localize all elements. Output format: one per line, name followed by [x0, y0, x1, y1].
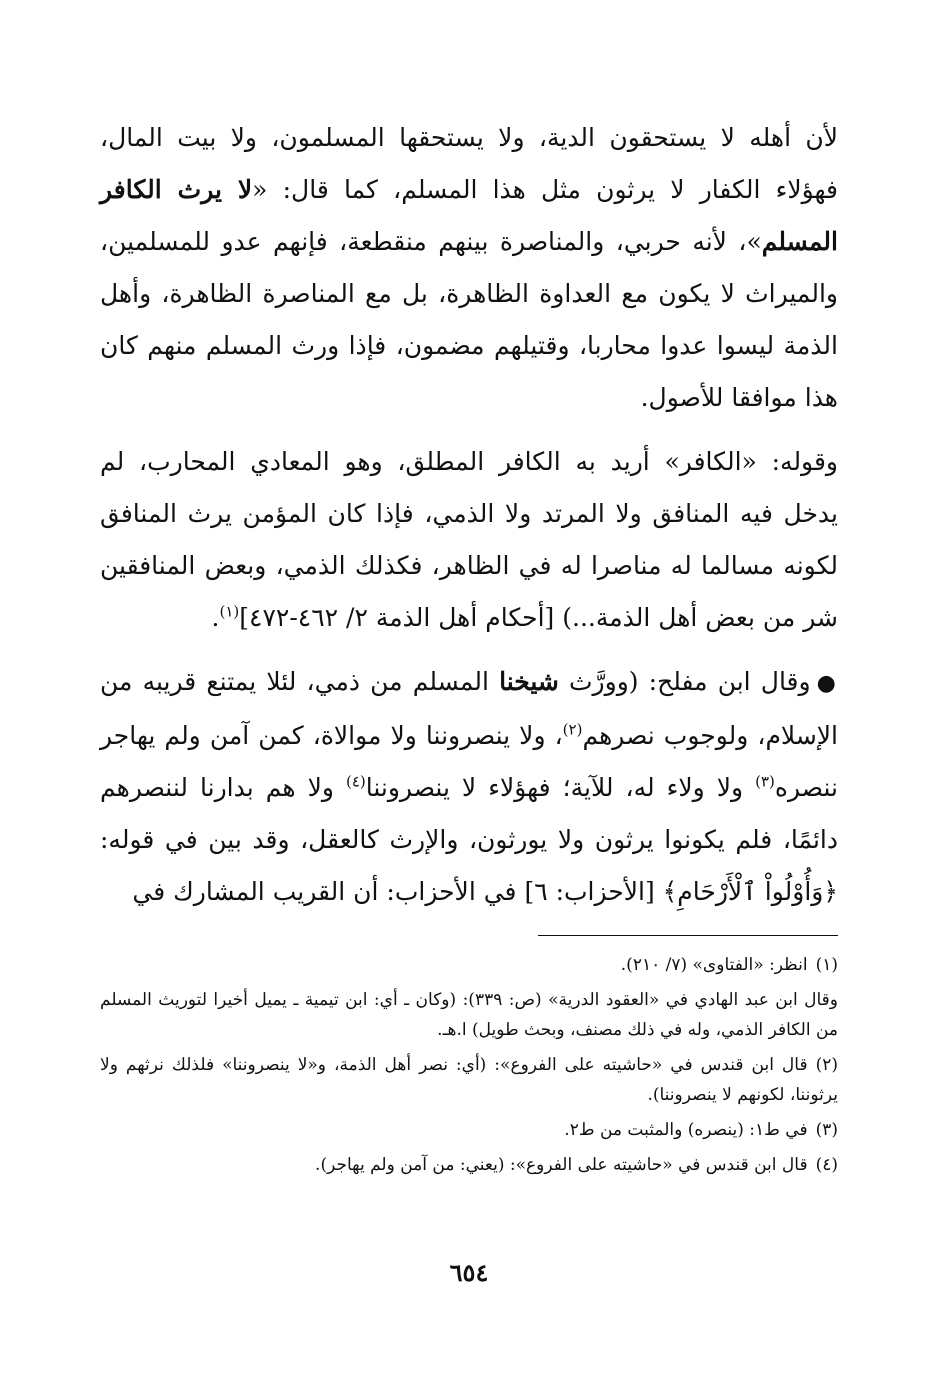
paragraph-3-text-a: وقال ابن مفلح: (وورَّث: [558, 667, 811, 696]
footnote-3: [100, 1115, 838, 1145]
paragraph-3: [100, 656, 838, 918]
footnote-4-number: (٤): [815, 1155, 838, 1175]
paragraph-3-text-c: ، ولا ينصروننا ولا موالاة، كمن آمن ولم يهاجر ننصره: [100, 721, 838, 802]
footnote-ref-4[interactable]: (٤): [345, 772, 366, 791]
page-number: ٦٥٤: [449, 1258, 489, 1287]
footnote-4: [100, 1150, 838, 1180]
footnote-1-number: (١): [815, 955, 838, 975]
bullet-icon: ●: [816, 671, 838, 696]
footnote-2: [100, 1050, 838, 1110]
paragraph-1-text-end: »، لأنه حربي، والمناصرة بينهم منقطعة، فإنهم عدو للمسلمين، والميراث لا يكون مع العداوة الظاهرة، بل مع المناصرة الظاهرة، وأهل الذمة ليسوا عدوا محاربا، وقتيلهم مضمون، فإذا ورث المسلم منهم كان هذا موافقا للأصول.: [100, 227, 838, 412]
paragraph-2-text: وقوله: «الكافر» أريد به الكافر المطلق، وهو المعادي المحارب، لم يدخل فيه المنافق ولا المرتد ولا الذمي، فإذا كان المؤمن يرث المنافق لكونه مسالما له مناصرا له في الظاهر، فكذلك الذمي، وبعض المنافقين شر من بعض أهل الذمة...) [أحكام أهل الذمة ٢/ ٤٦٢-٤٧٢]: [100, 447, 838, 632]
footnote-3-text: في ط١: (ينصره) والمثبت من ط٢.: [564, 1120, 808, 1140]
hadith-quote: لا يرث الكافر المسلم: [100, 175, 838, 256]
footnote-3-number: (٣): [815, 1120, 838, 1140]
footnotes: [100, 950, 838, 1185]
paragraph-2-end: .: [211, 603, 220, 632]
footnote-4-text: قال ابن قندس في «حاشيته على الفروع»: (يعني: من آمن ولم يهاجر).: [315, 1155, 808, 1175]
footnote-divider: [538, 935, 838, 936]
main-text: [100, 112, 838, 918]
paragraph-3-text-e: ولا هم بدارنا لننصرهم دائمًا، فلم يكونوا يرثون ولا يورثون، والإرث كالعقل، وقد بين في قوله: ﴿وَأُوْلُواْ ٱلْأَرْحَامِ﴾ [الأحزاب: ٦] في الأحزاب: أن القريب المشارك في: [100, 773, 838, 906]
footnote-1-text: انظر: «الفتاوى» (٧/ ٢١٠).: [620, 955, 808, 975]
paragraph-1-text: لأن أهله لا يستحقون الدية، ولا يستحقها المسلمون، ولا بيت المال، فهؤلاء الكفار لا يرثون مثل هذا المسلم، كما قال: «: [100, 123, 838, 204]
paragraph-1: [100, 112, 838, 424]
footnote-ref-2[interactable]: (٢): [562, 720, 583, 739]
paragraph-3-text-d: ولا ولاء له، للآية؛ فهؤلاء لا ينصروننا: [365, 773, 756, 802]
footnote-2-number: (٢): [815, 1055, 838, 1075]
paragraph-3-text-b: المسلم من ذمي، لئلا يمتنع قريبه من الإسلام، ولوجوب نصرهم: [100, 667, 838, 750]
footnote-1-continuation: وقال ابن عبد الهادي في «العقود الدرية» (ص: ٣٣٩): (وكان ـ أي: ابن تيمية ـ يميل أخيرا لتوريث المسلم من الكافر الذمي، وله في ذلك مصنف، وبحث طويل) ا.هـ.: [100, 990, 839, 1040]
footnote-ref-1[interactable]: (١): [219, 602, 240, 621]
footnote-2-text: قال ابن قندس في «حاشيته على الفروع»: (أي: نصر أهل الذمة، و«لا ينصروننا» فلذلك نرثهم ولا يرثوننا، لكونهم لا ينصروننا).: [100, 1055, 838, 1105]
footnote-ref-3[interactable]: (٣): [755, 772, 775, 791]
footnote-1: [100, 950, 838, 980]
paragraph-3-bold: شيخنا: [499, 667, 559, 696]
paragraph-2: [100, 436, 838, 644]
